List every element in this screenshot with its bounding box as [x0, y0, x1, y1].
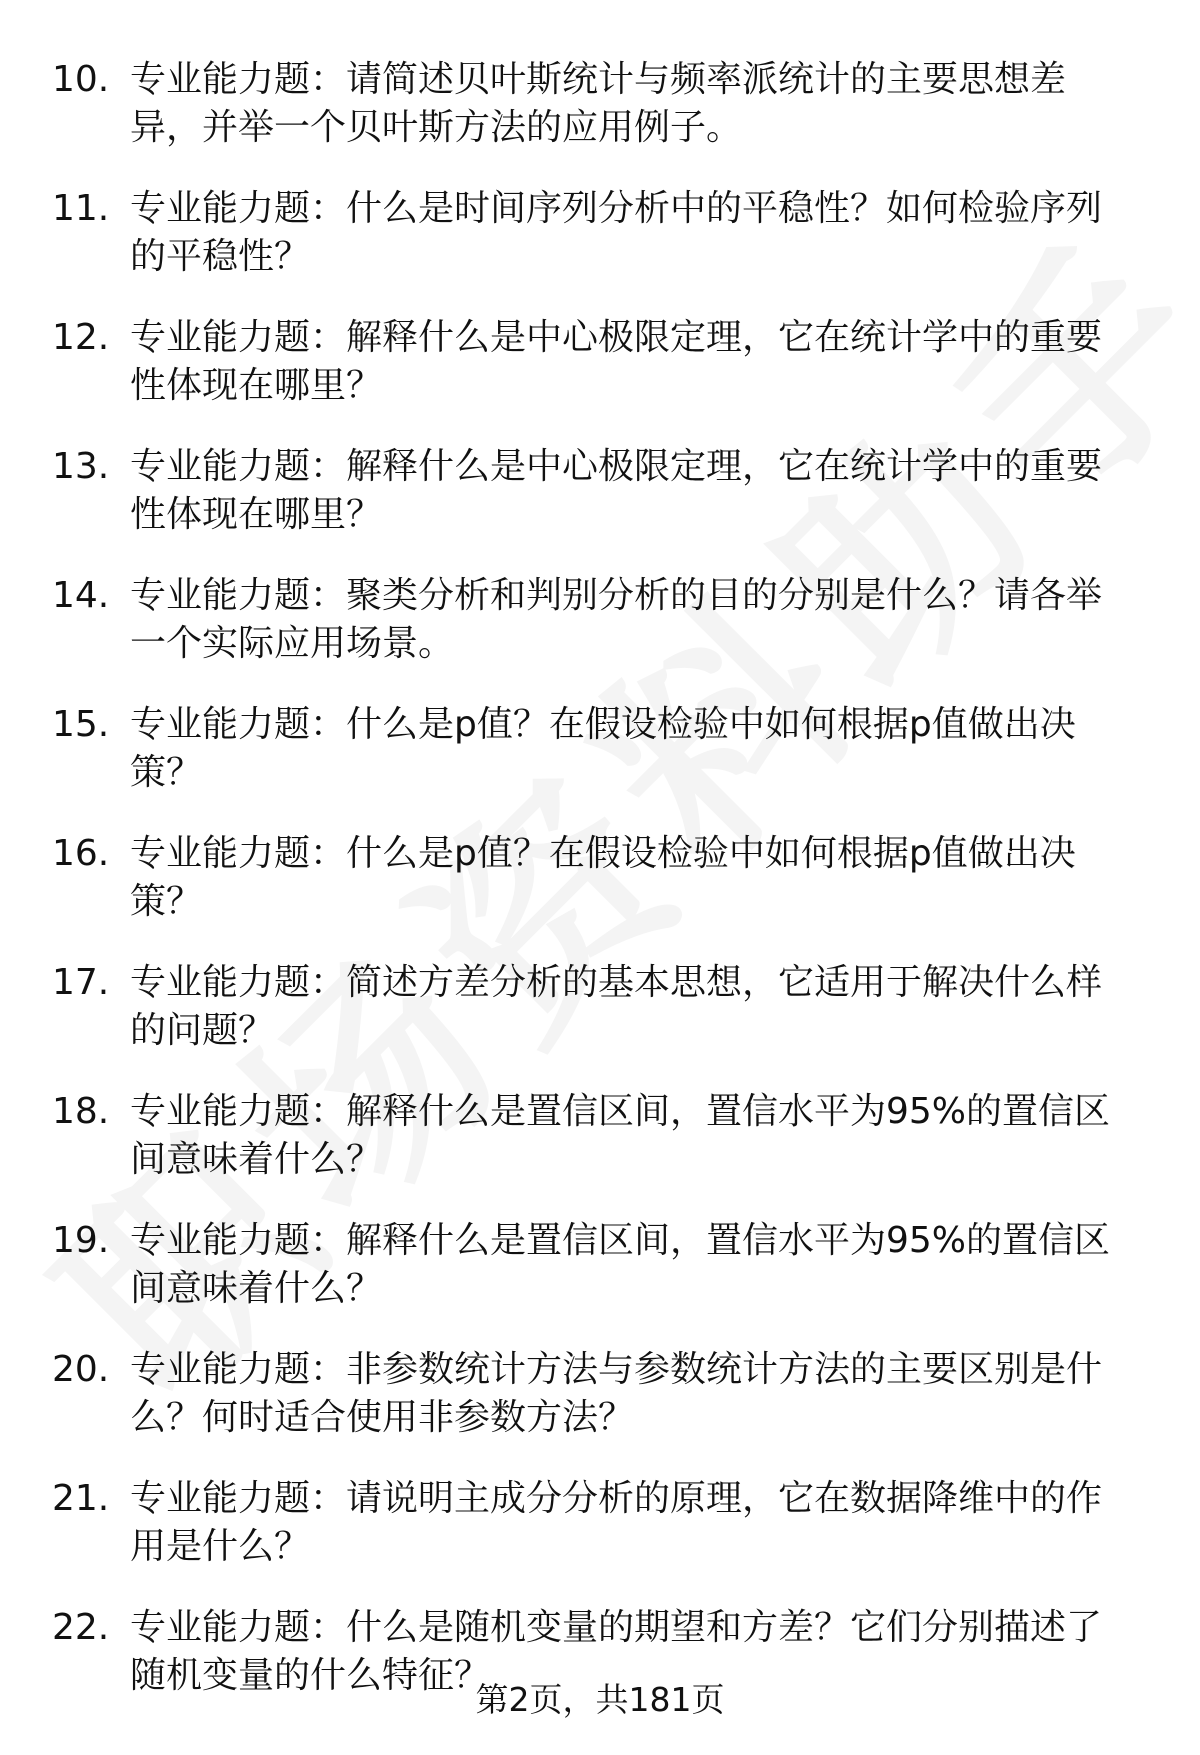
- question-text: 专业能力题：解释什么是置信区间，置信水平为95%的置信区间意味着什么？: [130, 1091, 1111, 1180]
- question-text: 专业能力题：聚类分析和判别分析的目的分别是什么？请各举一个实际应用场景。: [130, 575, 1103, 664]
- question-number: 17.: [52, 962, 110, 1003]
- question-item: [0, 1346, 1200, 1442]
- question-number: 20.: [52, 1349, 110, 1390]
- question-item: [0, 1475, 1200, 1571]
- question-text: 专业能力题：解释什么是中心极限定理，它在统计学中的重要性体现在哪里？: [130, 317, 1103, 406]
- question-number: 11.: [52, 188, 110, 229]
- question-item: [0, 1088, 1200, 1184]
- question-text: 专业能力题：什么是p值？在假设检验中如何根据p值做出决策？: [130, 704, 1076, 793]
- question-number: 13.: [52, 446, 110, 487]
- question-number: 21.: [52, 1478, 110, 1519]
- question-item: [0, 56, 1200, 152]
- question-text: 专业能力题：解释什么是中心极限定理，它在统计学中的重要性体现在哪里？: [130, 446, 1103, 535]
- question-text: 专业能力题：什么是时间序列分析中的平稳性？如何检验序列的平稳性？: [130, 188, 1103, 277]
- question-item: [0, 830, 1200, 926]
- question-list: [0, 56, 1200, 1733]
- question-text: 专业能力题：什么是随机变量的期望和方差？它们分别描述了随机变量的什么特征？: [130, 1607, 1103, 1696]
- question-text: 专业能力题：什么是p值？在假设检验中如何根据p值做出决策？: [130, 833, 1076, 922]
- question-item: [0, 443, 1200, 539]
- question-item: [0, 701, 1200, 797]
- question-number: 22.: [52, 1607, 110, 1648]
- question-text: 专业能力题：非参数统计方法与参数统计方法的主要区别是什么？何时适合使用非参数方法？: [130, 1349, 1103, 1438]
- question-number: 19.: [52, 1220, 110, 1261]
- question-number: 12.: [52, 317, 110, 358]
- question-number: 14.: [52, 575, 110, 616]
- page-footer: 第2页，共181页: [475, 1680, 725, 1719]
- question-item: [0, 314, 1200, 410]
- question-number: 18.: [52, 1091, 110, 1132]
- question-text: 专业能力题：请说明主成分分析的原理，它在数据降维中的作用是什么？: [130, 1478, 1103, 1567]
- question-text: 专业能力题：简述方差分析的基本思想，它适用于解决什么样的问题？: [130, 962, 1103, 1051]
- question-item: [0, 572, 1200, 668]
- question-number: 16.: [52, 833, 110, 874]
- question-number: 10.: [52, 59, 110, 100]
- question-item: [0, 959, 1200, 1055]
- question-item: [0, 185, 1200, 281]
- question-number: 15.: [52, 704, 110, 745]
- question-text: 专业能力题：请简述贝叶斯统计与频率派统计的主要思想差异，并举一个贝叶斯方法的应用例子。: [130, 59, 1067, 148]
- question-text: 专业能力题：解释什么是置信区间，置信水平为95%的置信区间意味着什么？: [130, 1220, 1111, 1309]
- question-item: [0, 1217, 1200, 1313]
